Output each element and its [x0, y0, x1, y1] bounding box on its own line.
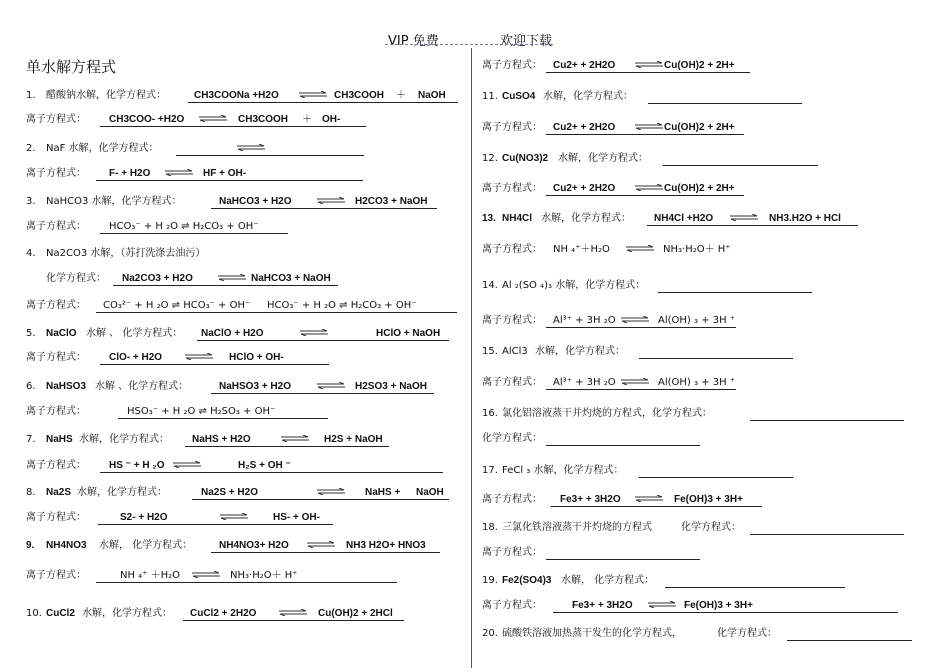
equation-term: NaOH [418, 90, 446, 101]
row-text: 水解，化学方程式： [558, 153, 648, 164]
answer-blank-line [183, 620, 404, 621]
row-text: HCO₃⁻ + H ₂O ⇌ H₂CO₃ + OH⁻ [267, 300, 417, 311]
equation-term: NaClO + H2O [201, 328, 264, 339]
answer-blank-line [647, 225, 858, 226]
answer-blank-line [787, 640, 912, 641]
equation-row [0, 520, 950, 536]
equation-term: Cu2+ + 2H2O [553, 183, 616, 194]
equation-term: Fe3+ + 3H2O [560, 494, 621, 505]
row-text: 离子方程式： [26, 512, 86, 523]
equation-row [0, 313, 950, 329]
row-text: 18. [482, 522, 498, 533]
equation-term: Fe3+ + 3H2O [572, 600, 633, 611]
page-title: 单水解方程式 [26, 58, 117, 76]
equation-term: NaHCO3 + H2O [219, 196, 292, 207]
row-text: 19. [482, 575, 498, 586]
row-text: HSO₃⁻ + H ₂O ⇌ H₂SO₃ + OH⁻ [127, 406, 276, 417]
equation-term: 9. [26, 540, 35, 551]
row-text: 12. [482, 153, 498, 164]
row-text: NH₃·H₂O＋ H⁺ [663, 244, 731, 255]
row-text: 离子方程式： [26, 352, 86, 363]
row-text: 8. [26, 487, 36, 498]
equation-term: H2CO3 + NaOH [355, 196, 428, 207]
row-text: ＋ [302, 114, 312, 125]
equation-term: Cu2+ + 2H2O [553, 60, 616, 71]
equation-term: Cu(OH)2 + 2H+ [664, 60, 735, 71]
equation-row [0, 375, 950, 391]
equation-term: Cu(OH)2 + 2HCl [318, 608, 393, 619]
row-text: 离子方程式： [482, 244, 542, 255]
row-text: ＋ [396, 90, 406, 101]
answer-blank-line [750, 534, 904, 535]
row-text: 水解 、化学方程式： [95, 381, 189, 392]
equation-term: NH3 H2O+ HNO3 [346, 540, 426, 551]
equation-row [0, 211, 950, 227]
equation-term: Cu(OH)2 + 2H+ [664, 122, 735, 133]
equation-term: HS- + OH- [273, 512, 320, 523]
equation-term: NH4Cl [502, 213, 533, 224]
equation-term: NaHSO3 + H2O [219, 381, 291, 392]
equation-term: H2SO3 + NaOH [355, 381, 427, 392]
row-text: 15. [482, 346, 498, 357]
header-dashed-line [385, 44, 553, 45]
answer-blank-line [197, 340, 449, 341]
row-text: 离子方程式： [482, 122, 542, 133]
answer-blank-line [553, 612, 898, 613]
answer-blank-line [551, 506, 762, 507]
row-text: 水解， 化学方程式： [561, 575, 655, 586]
row-text: 氯化铝溶液蒸干并灼烧的方程式，化学方程式： [502, 408, 712, 419]
row-text: NaHCO3 水解，化学方程式： [46, 196, 182, 207]
answer-blank-line [639, 477, 793, 478]
row-text: 7. [26, 434, 36, 445]
row-text: 16. [482, 408, 498, 419]
equation-term: HClO + OH- [229, 352, 284, 363]
equation-row [0, 242, 950, 258]
equation-term: Fe(OH)3 + 3H+ [674, 494, 743, 505]
row-text: 水解，化学方程式： [543, 91, 633, 102]
row-text: 4. [26, 248, 36, 259]
row-text: HCO₃⁻ + H ₂O ⇌ H₂CO₃ + OH⁻ [109, 221, 259, 232]
row-text: 离子方程式： [26, 168, 86, 179]
row-text: NH ₄⁺ ＋H₂O [120, 570, 181, 581]
row-text: 离子方程式： [482, 494, 542, 505]
row-text: 离子方程式： [26, 460, 86, 471]
answer-blank-line [546, 195, 744, 196]
answer-blank-line [658, 292, 812, 293]
answer-blank-line [663, 165, 818, 166]
equation-row [0, 278, 950, 294]
answer-blank-line [750, 420, 904, 421]
equation-term: NaHS [46, 434, 73, 445]
row-text: Na2CO3 水解，（苏打洗涤去油污） [46, 248, 206, 259]
row-text: 离子方程式： [482, 547, 542, 558]
row-text: 17. [482, 465, 498, 476]
row-text: 2. [26, 143, 36, 154]
row-text: 化学方程式： [717, 628, 777, 639]
equation-term: 13. [482, 213, 496, 224]
row-text: 14. [482, 280, 498, 291]
equation-term: Cu2+ + 2H2O [553, 122, 616, 133]
row-text: 离子方程式： [482, 60, 542, 71]
row-text: 5. [26, 328, 36, 339]
equation-row [0, 545, 950, 561]
equation-term: CuCl2 + 2H2O [190, 608, 257, 619]
header-right: 欢迎下载 [500, 34, 553, 49]
equation-term: CH3COOH [238, 114, 289, 125]
equation-term: Cu(OH)2 + 2H+ [664, 183, 735, 194]
equation-term: NaHCO3 + NaOH [251, 273, 331, 284]
equation-term: HClO + NaOH [376, 328, 441, 339]
row-text: FeCl ₃ 水解，化学方程式： [502, 465, 624, 476]
row-text: NaF 水解，化学方程式： [46, 143, 159, 154]
row-text: 化学方程式： [482, 433, 542, 444]
row-text: 离子方程式： [26, 221, 86, 232]
equation-row [0, 298, 950, 314]
equation-term: ClO- + H2O [109, 352, 163, 363]
row-text: 水解， 化学方程式： [99, 540, 193, 551]
row-text: 离子方程式： [482, 183, 542, 194]
equation-term: Cu(NO3)2 [502, 153, 549, 164]
answer-blank-line [100, 364, 329, 365]
row-text: 硫酸铁溶液加热蒸干发生的化学方程式， [502, 628, 682, 639]
equation-row [0, 58, 950, 74]
answer-blank-line [546, 327, 736, 328]
equation-term: Na2S + H2O [201, 487, 258, 498]
row-text: 3. [26, 196, 36, 207]
row-text: Al(OH) ₃ + 3H ⁺ [658, 315, 736, 326]
row-text: 6. [26, 381, 36, 392]
row-text: 离子方程式： [26, 406, 86, 417]
equation-row [0, 181, 950, 197]
equation-term: Fe2(SO4)3 [502, 575, 552, 586]
row-text: NH₃·H₂O＋ H⁺ [230, 570, 298, 581]
equation-term: NaClO [46, 328, 77, 339]
equation-term: CH3COOH [334, 90, 385, 101]
row-text: 11. [482, 91, 498, 102]
answer-blank-line [211, 393, 434, 394]
row-text: 离子方程式： [26, 570, 86, 581]
equation-term: H₂S + OH ⁻ [238, 460, 291, 471]
equation-term: NaHSO3 [46, 381, 87, 392]
row-text: Al³⁺ + 3H ₂O [553, 315, 616, 326]
equation-term: Na2S [46, 487, 72, 498]
equation-row [0, 120, 950, 136]
equation-term: F- + H2O [109, 168, 151, 179]
equation-row [0, 406, 950, 422]
equation-row [0, 431, 950, 447]
equation-term: NH4NO3 [46, 540, 87, 551]
row-text: Al³⁺ + 3H ₂O [553, 377, 616, 388]
row-text: 水解，化学方程式： [77, 487, 167, 498]
row-text: 水解，化学方程式： [535, 346, 625, 357]
answer-blank-line [546, 134, 744, 135]
answer-blank-line [665, 587, 845, 588]
equation-term: NH4Cl +H2O [654, 213, 714, 224]
equation-row [0, 626, 950, 642]
row-text: 三氯化铁溶液蒸干并灼烧的方程式 [502, 522, 652, 533]
equation-term: Na2CO3 + H2O [122, 273, 193, 284]
equation-term: CH3COO- +H2O [109, 114, 185, 125]
row-text: 化学方程式： [681, 522, 741, 533]
row-text: 离子方程式： [26, 300, 86, 311]
equation-term: H2S + NaOH [324, 434, 383, 445]
equation-term: NaHS + H2O [192, 434, 251, 445]
row-text: Al(OH) ₃ + 3H ⁺ [658, 377, 736, 388]
equation-term: S2- + H2O [120, 512, 168, 523]
row-text: 水解，化学方程式： [541, 213, 631, 224]
equation-term: HF + OH- [203, 168, 247, 179]
equation-row [0, 573, 950, 589]
row-text: 离子方程式： [482, 377, 542, 388]
equation-row [0, 89, 950, 105]
answer-blank-line [546, 72, 750, 73]
equilibrium-arrow-icon [625, 242, 655, 258]
equation-term: CuCl2 [46, 608, 75, 619]
answer-blank-line [546, 559, 700, 560]
equation-term: CH3COONa +H2O [194, 90, 279, 101]
row-text: 离子方程式： [482, 600, 542, 611]
answer-blank-line [546, 445, 700, 446]
answer-blank-line [639, 358, 793, 359]
row-text: 离子方程式： [482, 315, 542, 326]
equation-term: HS ⁻ + H ₂O [109, 460, 165, 471]
equation-row [0, 463, 950, 479]
equation-term: NH3.H2O + HCl [769, 213, 841, 224]
row-text: AlCl3 [502, 346, 528, 357]
row-text: CO₃²⁻ + H ₂O ⇌ HCO₃⁻ + OH⁻ [103, 300, 251, 311]
row-text: 1. [26, 90, 36, 101]
equation-term: NH4NO3+ H2O [219, 540, 289, 551]
equation-term: NaHS + [365, 487, 401, 498]
equation-row [0, 492, 950, 508]
row-text: 水解，化学方程式： [79, 434, 169, 445]
answer-blank-line [648, 103, 802, 104]
row-text: 离子方程式： [26, 114, 86, 125]
row-text: 醋酸钠水解，化学方程式： [46, 90, 166, 101]
equation-term: Fe(OH)3 + 3H+ [684, 600, 753, 611]
row-text: 水解，化学方程式： [82, 608, 172, 619]
equation-term: NaOH [416, 487, 444, 498]
equation-row [0, 344, 950, 360]
equation-term: CuSO4 [502, 91, 536, 102]
equation-row [0, 598, 950, 614]
row-text: Al ₂(SO ₄)₃ 水解，化学方程式： [502, 280, 646, 291]
row-text: 20. [482, 628, 498, 639]
equation-row [0, 166, 950, 182]
row-text: 10. [26, 608, 42, 619]
answer-blank-line [211, 208, 437, 209]
answer-blank-line [546, 389, 736, 390]
row-text: 化学方程式： [46, 273, 106, 284]
answer-blank-line [100, 233, 288, 234]
equation-term: OH- [322, 114, 341, 125]
row-text: NH ₄⁺＋H₂O [553, 244, 610, 255]
row-text: 水解 、 化学方程式： [86, 328, 183, 339]
equation-row [0, 151, 950, 167]
header-left: VIP 免费 [388, 34, 439, 49]
